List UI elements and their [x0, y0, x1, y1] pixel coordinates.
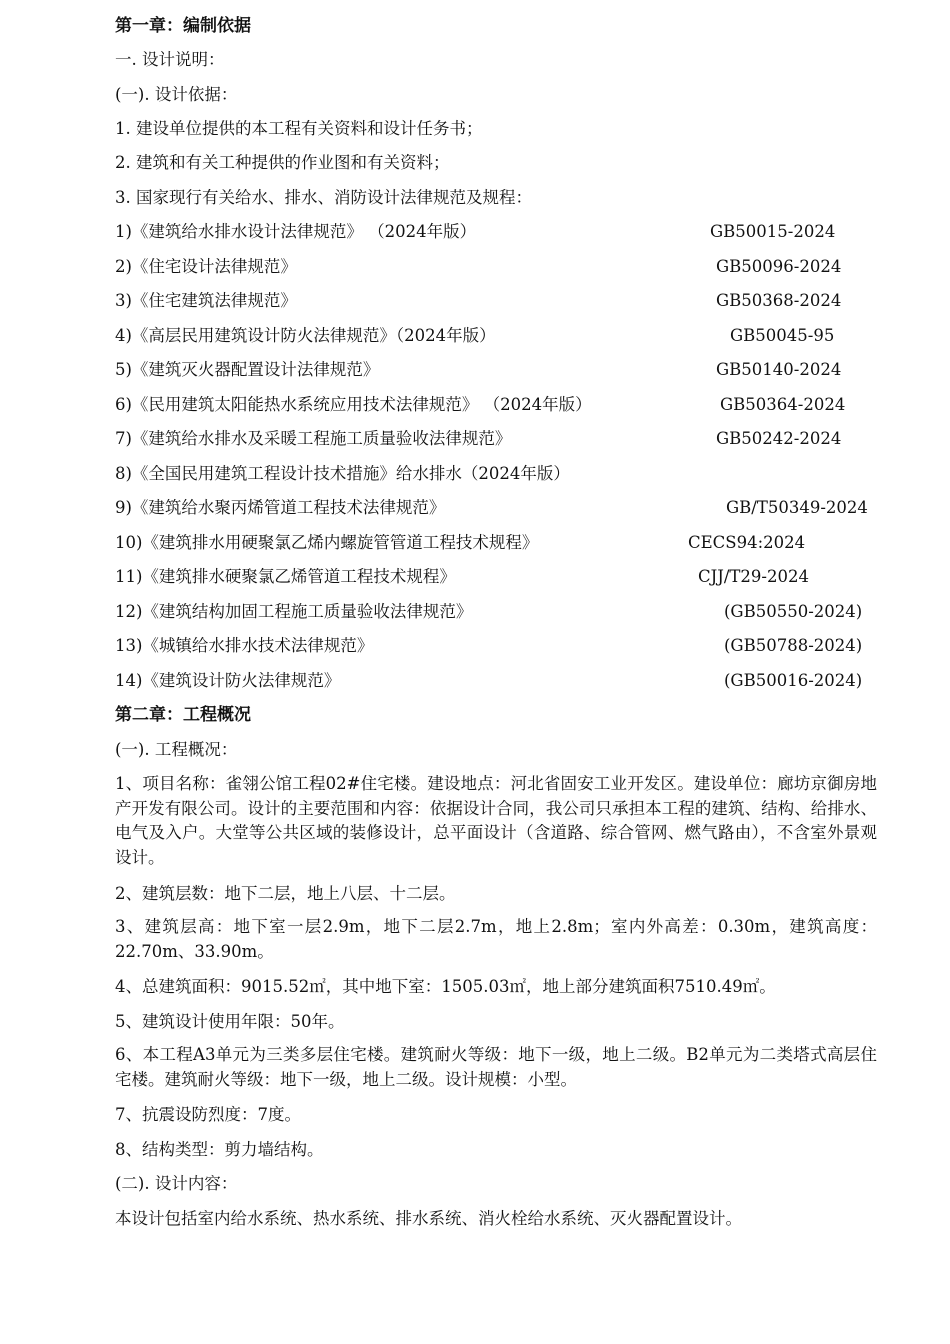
standard-name: 11)《建筑排水硬聚氯乙烯管道工程技术规程》	[115, 567, 456, 586]
basis-item: 1. 建设单位提供的本工程有关资料和设计任务书；	[115, 119, 483, 138]
standard-code: CECS94:2024	[688, 533, 806, 552]
overview-paragraph: 8、结构类型：剪力墙结构。	[115, 1140, 324, 1159]
standard-code: GB50364-2024	[720, 395, 846, 414]
overview-paragraph: 1、项目名称：雀翎公馆工程02#住宅楼。建设地点：河北省固安工业开发区。建设单位：廊坊京御房地产开发有限公司。设计的主要范围和内容：依据设计合同，我公司只承担本工程的建筑、结构、给排水、电气及入户。大堂等公共区域的装修设计，总平面设计（含道路、综合管网、燃气路由），不含室外景观设计。	[115, 774, 877, 867]
standard-code: GB50015-2024	[710, 222, 836, 241]
overview-paragraph: 7、抗震设防烈度：7度。	[115, 1105, 301, 1124]
standard-code: GB/T50349-2024	[726, 498, 868, 517]
standard-code: (GB50016-2024)	[724, 671, 863, 690]
subsection-heading: (一). 设计依据：	[115, 85, 238, 104]
standard-code: GB50140-2024	[716, 360, 842, 379]
standard-code: (GB50788-2024)	[724, 636, 863, 655]
standard-name: 7)《建筑给水排水及采暖工程施工质量验收法律规范》	[115, 429, 512, 448]
standard-code: (GB50550-2024)	[724, 602, 863, 621]
standard-name: 3)《住宅建筑法律规范》	[115, 291, 297, 310]
overview-paragraph: 2、建筑层数：地下二层，地上八层、十二层。	[115, 884, 456, 903]
standard-name: 2)《住宅设计法律规范》	[115, 257, 297, 276]
subsection-heading: (一). 工程概况：	[115, 740, 238, 759]
standard-code: GB50368-2024	[716, 291, 842, 310]
basis-item: 3. 国家现行有关给水、排水、消防设计法律规范及规程：	[115, 188, 532, 207]
standard-name: 6)《民用建筑太阳能热水系统应用技术法律规范》 （2024年版）	[115, 395, 592, 414]
chapter-2-title: 第二章：工程概况	[115, 705, 251, 725]
standard-name: 9)《建筑给水聚丙烯管道工程技术法律规范》	[115, 498, 446, 517]
standard-name: 13)《城镇给水排水技术法律规范》	[115, 636, 374, 655]
standard-name: 12)《建筑结构加固工程施工质量验收法律规范》	[115, 602, 473, 621]
section-heading: 一. 设计说明：	[115, 50, 225, 69]
basis-item: 2. 建筑和有关工种提供的作业图和有关资料；	[115, 153, 450, 172]
standard-code: CJJ/T29-2024	[698, 567, 809, 586]
standard-code: GB50045-95	[730, 326, 835, 345]
standard-name: 1)《建筑给水排水设计法律规范》 （2024年版）	[115, 222, 477, 241]
standard-name: 10)《建筑排水用硬聚氯乙烯内螺旋管管道工程技术规程》	[115, 533, 539, 552]
overview-paragraph: 6、本工程A3单元为三类多层住宅楼。建筑耐火等级：地下一级，地上二级。B2单元为二类塔式高层住宅楼。建筑耐火等级：地下一级，地上二级。设计规模：小型。	[115, 1045, 877, 1089]
subsection-heading: (二). 设计内容：	[115, 1174, 238, 1193]
design-content-paragraph: 本设计包括室内给水系统、热水系统、排水系统、消火栓给水系统、灭火器配置设计。	[115, 1209, 742, 1228]
overview-paragraph: 4、总建筑面积：9015.52㎡，其中地下室：1505.03㎡，地上部分建筑面积7510.49㎡。	[115, 977, 776, 996]
overview-paragraph: 5、建筑设计使用年限：50年。	[115, 1012, 345, 1031]
standard-name: 14)《建筑设计防火法律规范》	[115, 671, 341, 690]
standard-code: GB50096-2024	[716, 257, 842, 276]
standard-name: 5)《建筑灭火器配置设计法律规范》	[115, 360, 380, 379]
chapter-1-title: 第一章：编制依据	[115, 16, 251, 36]
standard-name: 8)《全国民用建筑工程设计技术措施》给水排水（2024年版）	[115, 464, 570, 483]
standard-name: 4)《高层民用建筑设计防火法律规范》（2024年版）	[115, 326, 496, 345]
standard-code: GB50242-2024	[716, 429, 842, 448]
overview-paragraph: 3、建筑层高：地下室一层2.9m，地下二层2.7m，地上2.8m；室内外高差：0.30m，建筑高度：22.70m、33.90m。	[115, 917, 877, 961]
